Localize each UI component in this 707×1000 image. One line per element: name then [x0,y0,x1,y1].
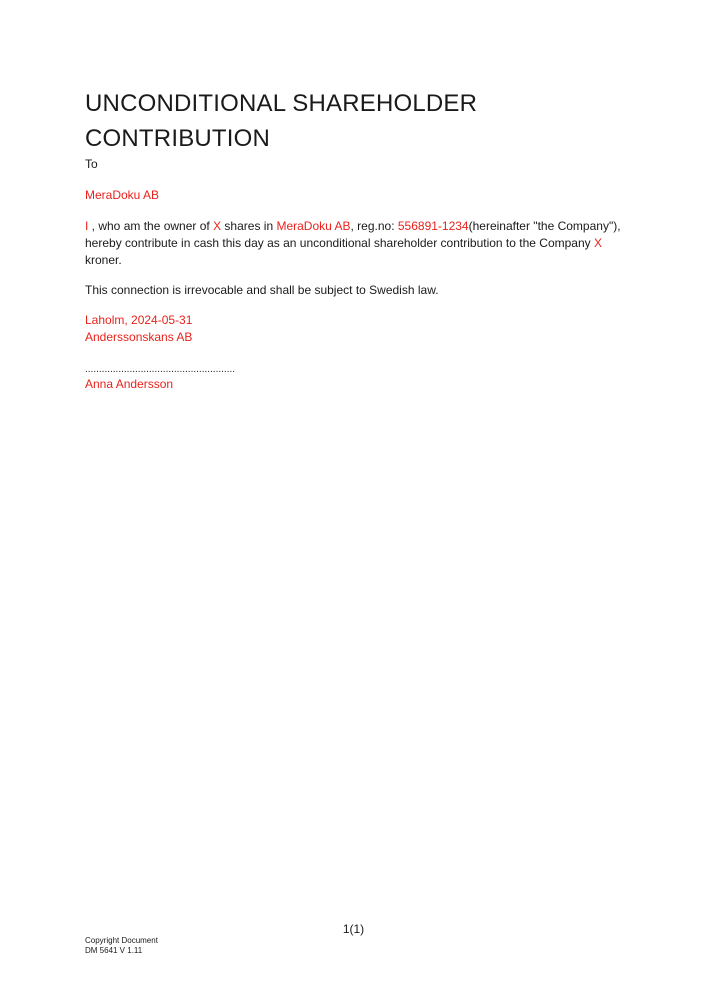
body-text-3: , reg.no: [350,219,398,233]
shares-count-field: X [213,219,222,233]
signature-line: ...................................................... [85,364,236,375]
title-line-1: UNCONDITIONAL SHAREHOLDER [85,90,478,117]
body-text-2: shares in [221,219,277,233]
footer-copyright: Copyright Document [85,936,158,945]
company-name-field: MeraDoku AB [276,219,351,233]
contribution-paragraph [85,218,625,269]
document-footer [85,936,158,956]
subject-field: I [85,219,89,233]
amount-field: X [593,236,602,250]
document-content [85,86,625,393]
place-date: Laholm, 2024-05-31 [85,313,193,327]
body-text-1: , who am the owner of [88,219,214,233]
to-label: To [85,157,98,171]
signer-company: Anderssonskans AB [85,330,193,344]
signer-name: Anna Andersson [85,377,174,391]
body-text-5: kroner. [85,253,122,267]
page-number: 1(1) [342,922,365,936]
title-line-2: CONTRIBUTION [85,125,271,152]
recipient-name: MeraDoku AB [85,188,160,202]
body-text-4: (hereinafter "the Company"), hereby contribute in cash this day as an unconditional shareholder contribution to the Company [85,219,621,250]
reg-no-field: 556891-1234 [397,219,469,233]
law-statement: This connection is irrevocable and shall be subject to Swedish law. [85,283,439,297]
document-title [85,86,625,156]
footer-doc-id: DM 5641 V 1.11 [85,946,143,955]
